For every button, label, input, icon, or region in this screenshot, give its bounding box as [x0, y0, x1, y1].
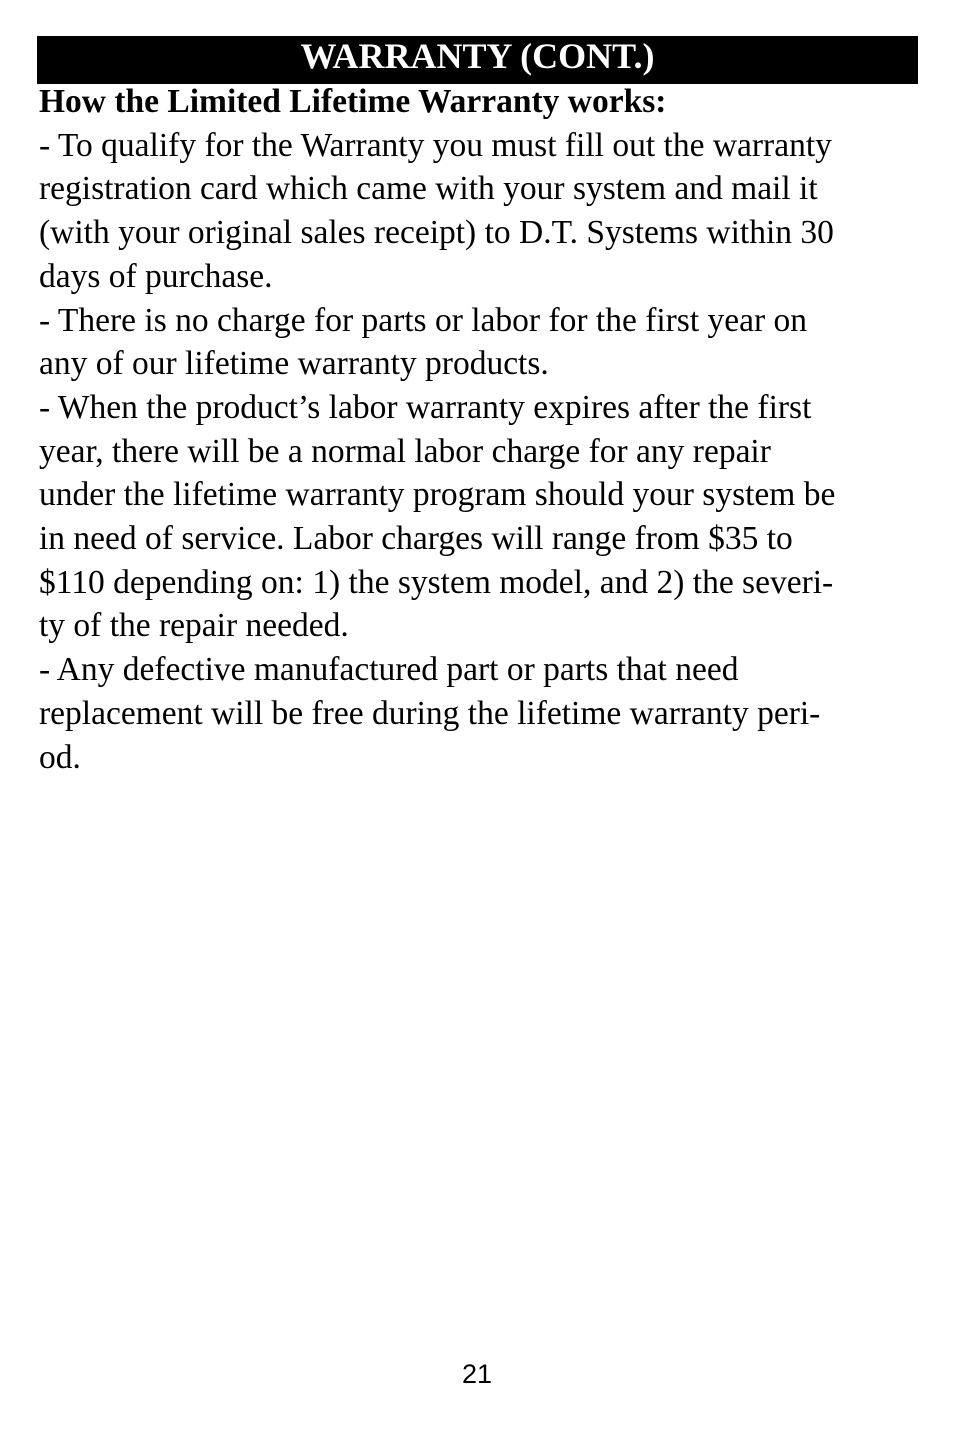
text-line: in need of service. Labor charges will range from $35 to: [39, 520, 793, 558]
warranty-content: [39, 80, 919, 779]
text-line: - Any defective manufactured part or parts that need: [39, 651, 739, 689]
paragraph-no-charge: [39, 299, 919, 386]
subheading: How the Limited Lifetime Warranty works:: [39, 83, 667, 120]
text-line: registration card which came with your system and mail it: [39, 170, 818, 208]
text-line: any of our lifetime warranty products.: [39, 345, 549, 383]
text-line: (with your original sales receipt) to D.T. Systems within 30: [39, 214, 834, 252]
text-line: - When the product’s labor warranty expires after the first: [39, 388, 812, 426]
section-header-bar: [37, 36, 918, 84]
text-line: days of purchase.: [39, 257, 273, 295]
paragraph-labor-charges: [39, 386, 919, 648]
text-line: year, there will be a normal labor charge for any repair: [39, 432, 771, 470]
text-line: replacement will be free during the lifetime warranty peri-: [39, 694, 821, 732]
text-line: - To qualify for the Warranty you must fill out the warranty: [39, 126, 832, 164]
page-number: 21: [461, 1359, 493, 1389]
paragraph-defective-parts: [39, 648, 919, 779]
section-title: WARRANTY (CONT.): [300, 36, 655, 76]
text-line: under the lifetime warranty program should your system be: [39, 476, 836, 514]
text-line: od.: [39, 738, 81, 776]
text-line: ty of the repair needed.: [39, 607, 349, 645]
paragraph-qualify: [39, 124, 919, 299]
text-line: $110 depending on: 1) the system model, and 2) the severi-: [39, 563, 834, 601]
text-line: - There is no charge for parts or labor for the first year on: [39, 301, 808, 339]
